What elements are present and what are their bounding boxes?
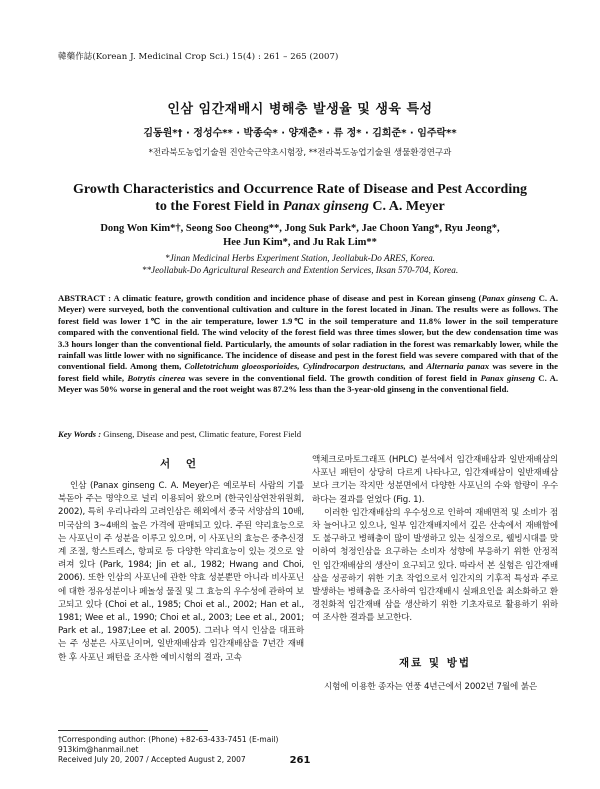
english-title-line-1: Growth Characteristics and Occurrence Rate of Disease and Pest According — [72, 182, 527, 197]
received-dates: Received July 20, 2007 / Accepted August 2, 2007 — [58, 755, 246, 764]
english-title — [40, 181, 560, 215]
section-heading-introduction: 서 언 — [160, 458, 202, 470]
intro-paragraph-cont: 액체크로마토그래프 (HPLC) 분석에서 임간재배삼과 일반재배삼의 사포닌 패턴이 상당히 다르게 나타나고, 임간재배삼이 일반재배삼보다 크기는 작지만 성분면에서 다양한 사포닌의 수와 함량이 우수하다는 결과를 얻었다 (Fig. 1). — [312, 455, 558, 505]
english-title-line-2 — [40, 198, 560, 215]
korean-title: 인삼 임간재배시 병해충 발생율 및 생육 특성 — [167, 102, 433, 117]
korean-authors: 김동원*† · 정성수** · 박종숙* · 양재춘* · 류 정* · 김희준* · 임주락** — [143, 128, 457, 139]
section-heading-methods: 재료 및 방법 — [398, 657, 472, 669]
english-affiliations — [40, 252, 560, 276]
left-column — [58, 480, 304, 665]
intro-paragraph-2: 이러한 임간재배삼의 우수성으로 인하여 재배면적 및 소비가 점차 늘어나고 있으나, 일부 임간재배지에서 깊은 산속에서 재배함에도 불구하고 병해충이 많이 발생하고 있는 실정으로, 웰빙시대를 맞이하여 청정인삼을 요구하는 소비자 성향에 부응하기 위한 안정적인 임간재배삼의 생산이 요구되고 있다. 따라서 본 실험은 임간재배삼을 성공하기 위한 기초 작업으로서 임간지의 기후적 특성과 주로 발생하는 병해충을 조사하여 임간재배시 실패요인을 최소화하고 환경친화적 임간재배 삼을 생산하기 위한 기초자료로 활용하기 위하여 조사한 결과를 보고한다. — [312, 507, 558, 624]
abstract-label: ABSTRACT : — [58, 293, 114, 303]
abstract-text: A climatic feature, growth condition and incidence phase of disease and pest in Korean ginseng ( — [113, 293, 482, 303]
keywords-text: Ginseng, Disease and pest, Climatic feature, Forest Field — [103, 429, 302, 439]
english-authors-line-1: Dong Won Kim*†, Seong Soo Cheong**, Jong Suk Park*, Jae Choon Yang*, Ryu Jeong*, — [100, 223, 500, 234]
right-column — [312, 454, 558, 626]
keywords-label: Key Words : — [58, 429, 104, 439]
methods-paragraph: 시험에 이용한 종자는 연풍 4년근에서 2002년 7월에 붉은 — [324, 682, 538, 692]
page-number: 261 — [289, 755, 311, 766]
abstract-text: was severe in the forest field while, — [58, 361, 558, 383]
abstract-species: Panax ginseng — [480, 372, 535, 383]
keywords — [58, 429, 558, 440]
title-part: C. A. Meyer — [368, 199, 445, 214]
title-species: Panax ginseng — [282, 199, 369, 214]
abstract-species: Panax ginseng — [481, 293, 536, 303]
abstract-species: Botrytis cinerea — [127, 372, 186, 383]
corresponding-author: †Corresponding author: (Phone) +82-63-433-7451 (E-mail) 913kim@hanmail.net — [58, 735, 279, 754]
footnote-rule — [58, 730, 208, 731]
abstract-text: C. A. Meyer was 50% worse in general and the root weight was 87.2% less than the 3-year-old ginseng in the conventional field. — [58, 372, 559, 395]
korean-affiliations: *전라북도농업기술원 진안숙근약초시험장, **전라북도농업기술원 생물환경연구과 — [148, 148, 452, 158]
abstract-text: and — [405, 361, 427, 372]
abstract-species: Alternaria panax — [426, 361, 490, 372]
affiliation-2: **Jeollabuk-Do Agricultural Research and Extention Services, Iksan 570-704, Korea. — [141, 265, 459, 275]
affiliation-1: *Jinan Medicinal Herbs Experiment Station, Jeollabuk-Do ARES, Korea. — [165, 253, 435, 263]
intro-paragraph: 인삼 (Panax ginseng C. A. Meyer)은 예로부터 사람의 기를 북돋아 주는 명약으로 널리 이용되어 왔으며 (한국인삼연찬위원회, 2002), 특히 우리나라의 고려인삼은 해외에서 중국 서양삼의 10배, 미국삼의 3~4배의 높은 가격에 판매되고 있다. 주된 약리효능으로는 사포닌이 주 성분을 이루고 있으며, 이 사포닌의 효능은 중추신경계 조절, 항스트레스, 항피로 등 다양한 약리효능이 있는 것으로 알려져 있다 (Park, 1984; Jin et al., 1982; Hwang and Choi, 2006). 또한 인삼의 사포닌에 관한 약효 성분뿐만 아니라 비사포닌에 대한 정유성분이나 페놀성 물질 및 그 효능의 우수성에 관하여 보고되고 있다 (Choi et al., 1985; Choi et al., 2002; Han et al., 1981; Wee et al., 1990; Choi et al., 2003; Lee et al., 2001; Park et al., 1987;Lee et al. 2005). 그러나 역시 인삼을 대표하는 주 성분은 사포닌이며, 일반재배삼과 임간재배삼을 7년간 재배한 후 사포닌 패턴을 조사한 예비시험의 결과, 고속 — [58, 481, 304, 663]
english-authors — [40, 222, 560, 250]
abstract-species: Colletotrichum gloeosporioides, Cylindrocarpon destructans, — [184, 361, 406, 372]
abstract-text: C. A. Meyer) were surveyed, both the conventional cultivation and culture in the forest located in Jinan. The results were as follows. The forest field was lower 1℃ in the air temperature, lower 1.9℃ in the soil temperature and 11.8% lower in the soil temperature compared with the conventional field. The wind velocity of the forest field was three times slower, but the dew condensation time was 3.3 hours longer than the conventional field. Particularly, the amounts of solar radiation in the forest was remarkably lower, while the rainfall was little lower with no significance. The incidence of disease and pest in the forest field was severe compared with that of the conventional field. Among them, — [58, 293, 558, 372]
journal-header: 韓藥作誌(Korean J. Medicinal Crop Sci.) 15(4) : 261 – 265 (2007) — [58, 52, 339, 62]
abstract — [58, 293, 558, 396]
abstract-text: was severe in the conventional field. The growth condition of forest field in — [185, 372, 481, 383]
methods-column — [312, 681, 558, 694]
english-authors-line-2: Hee Jun Kim*, and Ju Rak Lim** — [223, 237, 377, 248]
title-part: to the Forest Field in — [155, 199, 283, 214]
